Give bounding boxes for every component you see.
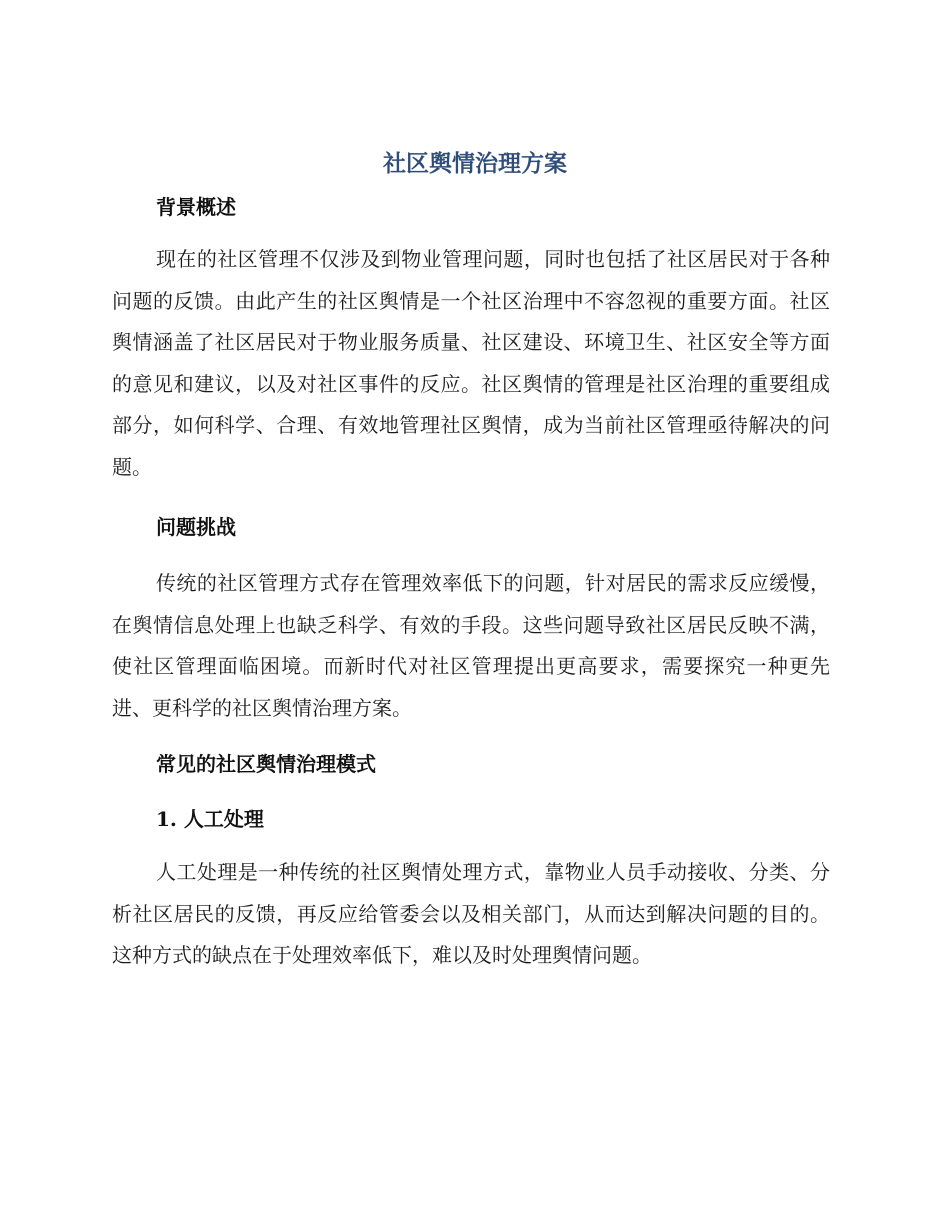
section-paragraph-challenges: 传统的社区管理方式存在管理效率低下的问题，针对居民的需求反应缓慢，在舆情信息处理上也缺乏科学、有效的手段。这些问题导致社区居民反映不满，使社区管理面临困境。而新时代对社区管理提出更高要求，需要探究一种更先进、更科学的社区舆情治理方案。 — [112, 571, 830, 720]
section-heading-challenges: 问题挑战 — [156, 515, 236, 539]
section-paragraph-background: 现在的社区管理不仅涉及到物业管理问题，同时也包括了社区居民对于各种问题的反馈。由此产生的社区舆情是一个社区治理中不容忽视的重要方面。社区舆情涵盖了社区居民对于物业服务质量、社区建设、环境卫生、社区安全等方面的意见和建议，以及对社区事件的反应。社区舆情的管理是社区治理的重要组成部分，如何科学、合理、有效地管理社区舆情，成为当前社区管理亟待解决的问题。 — [112, 247, 830, 479]
document-title: 社区舆情治理方案 — [383, 150, 567, 177]
section-paragraph-manual-processing: 人工处理是一种传统的社区舆情处理方式，靠物业人员手动接收、分类、分析社区居民的反馈，再反应给管委会以及相关部门，从而达到解决问题的目的。这种方式的缺点在于处理效率低下，难以及时处理舆情问题。 — [112, 860, 830, 967]
section-heading-manual-processing: 1. 人工处理 — [156, 807, 264, 831]
section-heading-background: 背景概述 — [156, 195, 236, 219]
section-heading-common-modes: 常见的社区舆情治理模式 — [156, 752, 376, 776]
